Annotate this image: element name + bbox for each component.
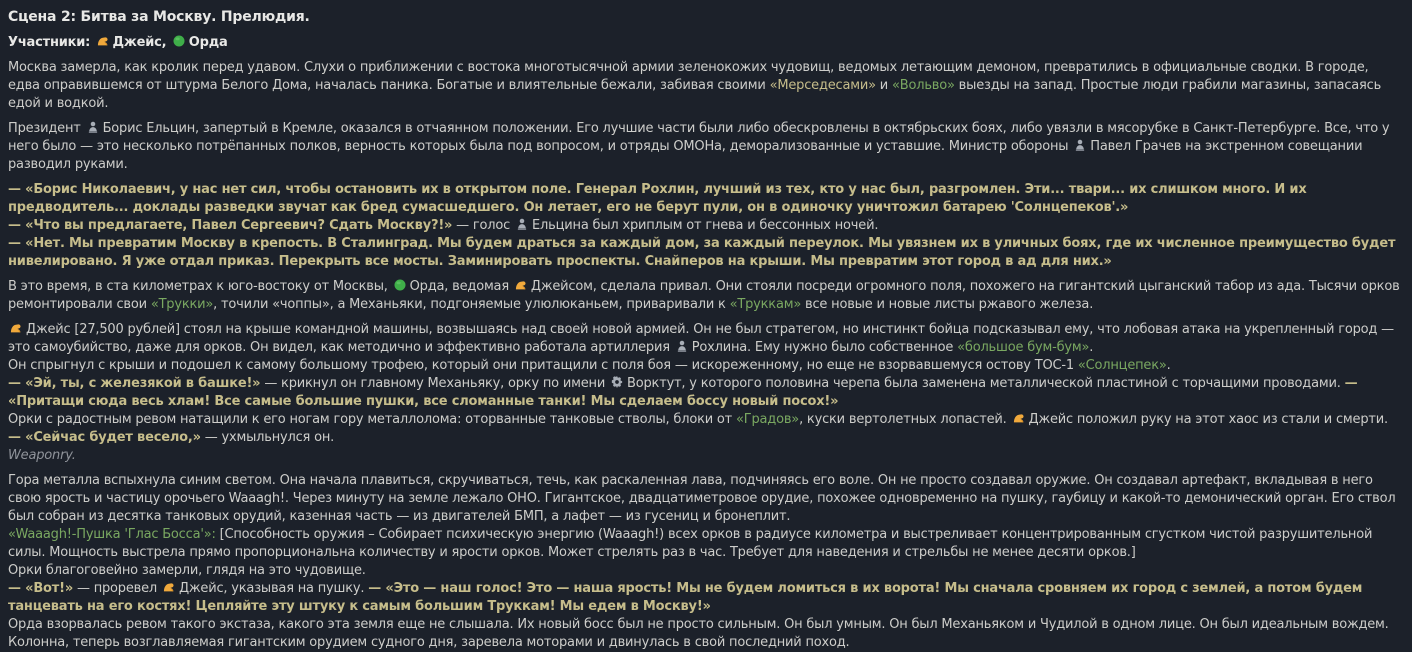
text-segment-normal: — проревел	[73, 581, 161, 596]
narration-panic-paragraph	[8, 59, 1402, 113]
text-segment-quote: — «Вот!»	[8, 581, 74, 596]
text-line	[8, 562, 1402, 580]
text-line	[8, 278, 1402, 314]
text-segment-normal: Джейс положил руку на этот хаос из стали и смерти.	[1028, 412, 1388, 427]
scene-heading	[8, 8, 1402, 27]
text-segment-normal: — крикнул он главному Механьяку, орку по имени	[260, 376, 610, 391]
green-circle-icon	[172, 34, 186, 48]
text-segment-quote: — «Борис Николаевич, у нас нет сил, чтобы остановить их в открытом поле. Генерал Рохлин, лучший из тех, кто у нас был, разгромлен. Эти... твари... их слишком много. И их предводитель... доклады разведки звучат как бред сумасшедшего. Он летает, его не берут пули, он в одиночку уничтожил батарею 'Солнцепеков'.»	[8, 182, 1307, 215]
text-line	[8, 181, 1402, 217]
narration-kremlin-paragraph	[8, 120, 1402, 174]
text-segment-strong: Участники:	[8, 35, 95, 50]
text-segment-green: «большое бум-бум»	[957, 340, 1090, 355]
bicep-icon	[9, 321, 23, 335]
text-segment-green: «Труккам»	[729, 297, 802, 312]
text-segment-quote: — «Нет. Мы превратим Москву в крепость. В Сталинград. Мы будем драться за каждый дом, за каждый переулок. Мы увязнем их в уличных боях, где их численное преимущество будет нивелировано. Я уже отдал приказ. Перекрыть все мосты. Заминировать проспекты. Снайперов на крыши. Мы превратим этот город в ад для них.»	[8, 236, 1396, 269]
text-segment-normal: все новые и новые листы ржавого железа.	[801, 297, 1094, 312]
text-segment-normal: Президент	[8, 121, 85, 136]
text-segment-normal: — голос	[452, 218, 515, 233]
person-icon	[86, 120, 100, 134]
text-segment-normal: и	[875, 78, 892, 93]
text-line	[8, 120, 1402, 174]
text-segment-quote: — «Это — наш голос! Это — наша ярость! Мы не будем ломиться в их ворота! Мы сначала сровняем их город с землей, а потом будем танцевать на его костях! Цепляйте эту штуку к самым большим Труккам! Мы едем в Москву!»	[8, 581, 1363, 614]
text-segment-normal: Джейс [27,500 рублей] стоял на крыше командной машины, возвышаясь над своей новой армией. Он не был стратегом, но инстинкт бойца подсказывал ему, что лобовая атака на укрепленный город — это самоубийство, даже для орков. Он видел, как методично и эффективно работала артиллерия	[8, 322, 1394, 355]
text-segment-normal: .	[1166, 358, 1171, 373]
text-segment-quote: — «Эй, ты, с железякой в башке!»	[8, 376, 261, 391]
text-segment-normal: , точили «чоппы», а Механьяки, подгоняемые улюлюканьем, приваривали к	[213, 297, 730, 312]
kremlin-dialogue-group	[8, 181, 1402, 271]
text-line	[8, 357, 1402, 375]
text-line	[8, 526, 1402, 562]
text-segment-green: «Вольво»	[891, 78, 955, 93]
bicep-icon	[96, 34, 110, 48]
text-segment-normal: В это время, в ста километрах к юго-востоку от Москвы,	[8, 279, 392, 294]
text-segment-normal: Орки благоговейно замерли, глядя на это чудовище.	[8, 563, 366, 578]
text-segment-normal: — ухмыльнулся он.	[200, 430, 335, 445]
text-segment-normal: Орда, ведомая	[409, 279, 513, 294]
text-segment-normal: Борис Ельцин, запертый в Кремле, оказался в отчаянном положении. Его лучшие части были либо обескровлены в октябрьских боях, либо увязли в мясорубке в Санкт-Петербурге. Все, что у него было — это несколько потрёпанных полков, верность которых была под вопросом, и отряды ОМОНа, деморализованные и уставшие. Министр обороны	[8, 121, 1390, 154]
text-segment-normal: выезды на запад. Простые люди грабили магазины, запасаясь едой и водкой.	[8, 78, 1382, 111]
bicep-icon	[514, 278, 528, 292]
text-segment-normal: Ельцина был хриплым от гнева и бессонных ночей.	[532, 218, 879, 233]
text-segment-normal: Москва замерла, как кролик перед удавом. Слухи о приближении с востока многотысячной армии зеленокожих чудовищ, ведомых летающим демоном, превратились в официальные сводки. В городе, едва оправившемся от штурма Белого Дома, началась паника. Богатые и влиятельные бежали, забивая своими	[8, 60, 1369, 93]
text-segment-quote: — «Притащи сюда весь хлам! Все самые большие пушки, все сломанные танки! Мы сделаем боссу новый посох!»	[8, 376, 1358, 409]
text-segment-normal: .	[1089, 340, 1094, 355]
text-segment-quote: — «Что вы предлагаете, Павел Сергеевич? Сдать Москву?!»	[8, 218, 453, 233]
text-segment-normal: Орда взорвалась ревом такого экстаза, какого эта земля еще не слышала. Их новый босс был не просто сильным. Он был умным. Он был Механьяком и Чудилой в одном лице. Он был идеальным вождем. Колонна, теперь возглавляемая гигантским орудием судного дня, заревела моторами и двинулась в свой последний поход.	[8, 617, 1389, 650]
text-segment-normal: Ворктут, у которого половина черепа была заменена металлической пластиной с торчащими проводами.	[627, 376, 1345, 391]
person-icon	[1073, 138, 1087, 152]
jace-trophy-group	[8, 321, 1402, 465]
text-segment-normal: Гора металла вспыхнула синим светом. Она начала плавиться, скручиваться, течь, как раскаленная лава, подчиняясь его воле. Он не просто создавал оружие. Он создавал артефакт, вкладывая в него свою ярость и частицу орочьего Waaagh!. Через минуту на земле лежало ОНО. Гигантское, двадцатиметровое орудие, похожее одновременно на пушку, гаубицу и какой-то демонический орган. Его ствол был собран из десятка танковых орудий, казенная часть — из двигателей БМП, а лафет — из гусениц и бронеплит.	[8, 473, 1396, 524]
text-segment-normal: Джейсом, сделала привал. Они стояли посреди огромного поля, похожего на гигантский цыганский табор из ада. Тысячи орков ремонтировали свои	[8, 279, 1400, 312]
green-circle-icon	[393, 278, 407, 292]
text-segment-quote: — «Сейчас будет весело,»	[8, 430, 201, 445]
text-line	[8, 59, 1402, 113]
gear-icon	[610, 375, 624, 389]
person-icon	[515, 217, 529, 231]
text-segment-normal: Джейс, указывая на пушку.	[178, 581, 369, 596]
text-line	[8, 34, 1402, 52]
text-segment-green: «Градов»	[736, 412, 800, 427]
narration-horde-camp-paragraph	[8, 278, 1402, 314]
text-line	[8, 472, 1402, 526]
bicep-icon	[162, 580, 176, 594]
person-icon	[675, 339, 689, 353]
text-line	[8, 217, 1402, 235]
text-segment-normal: Павел Грачев на экстренном совещании разводил руками.	[8, 139, 1363, 172]
text-segment-heading: Сцена 2: Битва за Москву. Прелюдия.	[8, 9, 310, 25]
text-line	[8, 375, 1402, 411]
text-segment-strong: Орда	[188, 35, 228, 50]
text-segment-em: Weaponry.	[8, 448, 76, 463]
text-segment-tan: «Мерседесами»	[769, 78, 876, 93]
text-segment-normal: Рохлина. Ему нужно было собственное	[691, 340, 958, 355]
bicep-icon	[1012, 411, 1026, 425]
text-line	[8, 429, 1402, 447]
text-segment-normal: Орки с радостным ревом натащили к его ногам гору металлолома: оторванные танковые стволы, блоки от	[8, 412, 736, 427]
participants-line	[8, 34, 1402, 52]
text-line	[8, 580, 1402, 616]
text-line	[8, 616, 1402, 652]
text-line	[8, 411, 1402, 429]
text-line	[8, 235, 1402, 271]
text-line	[8, 321, 1402, 357]
text-segment-green: «Солнцепек»	[1077, 358, 1167, 373]
text-segment-green: «Трукки»	[150, 297, 214, 312]
text-segment-normal: , куски вертолетных лопастей.	[799, 412, 1011, 427]
text-segment-strong: Джейс,	[112, 35, 171, 50]
text-segment-green: «Waaagh!-Пушка 'Глас Босса'»:	[8, 527, 216, 542]
text-line	[8, 447, 1402, 465]
text-segment-normal: Он спрыгнул с крыши и подошел к самому большому трофею, который они притащили с поля боя — искореженному, но еще не взорвавшемуся остову ТОС-1	[8, 358, 1078, 373]
text-segment-normal: [Способность оружия – Собирает психическую энергию (Waaagh!) всех орков в радиусе километра и выстреливает концентрированным сгустком чистой разрушительной силы. Мощность выстрела прямо пропорциональна количеству и ярости орков. Может стрелять раз в час. Требует для наведения и стрельбы не менее десяти орков.]	[8, 527, 1373, 560]
text-line	[8, 8, 1402, 27]
waaagh-cannon-group	[8, 472, 1402, 652]
